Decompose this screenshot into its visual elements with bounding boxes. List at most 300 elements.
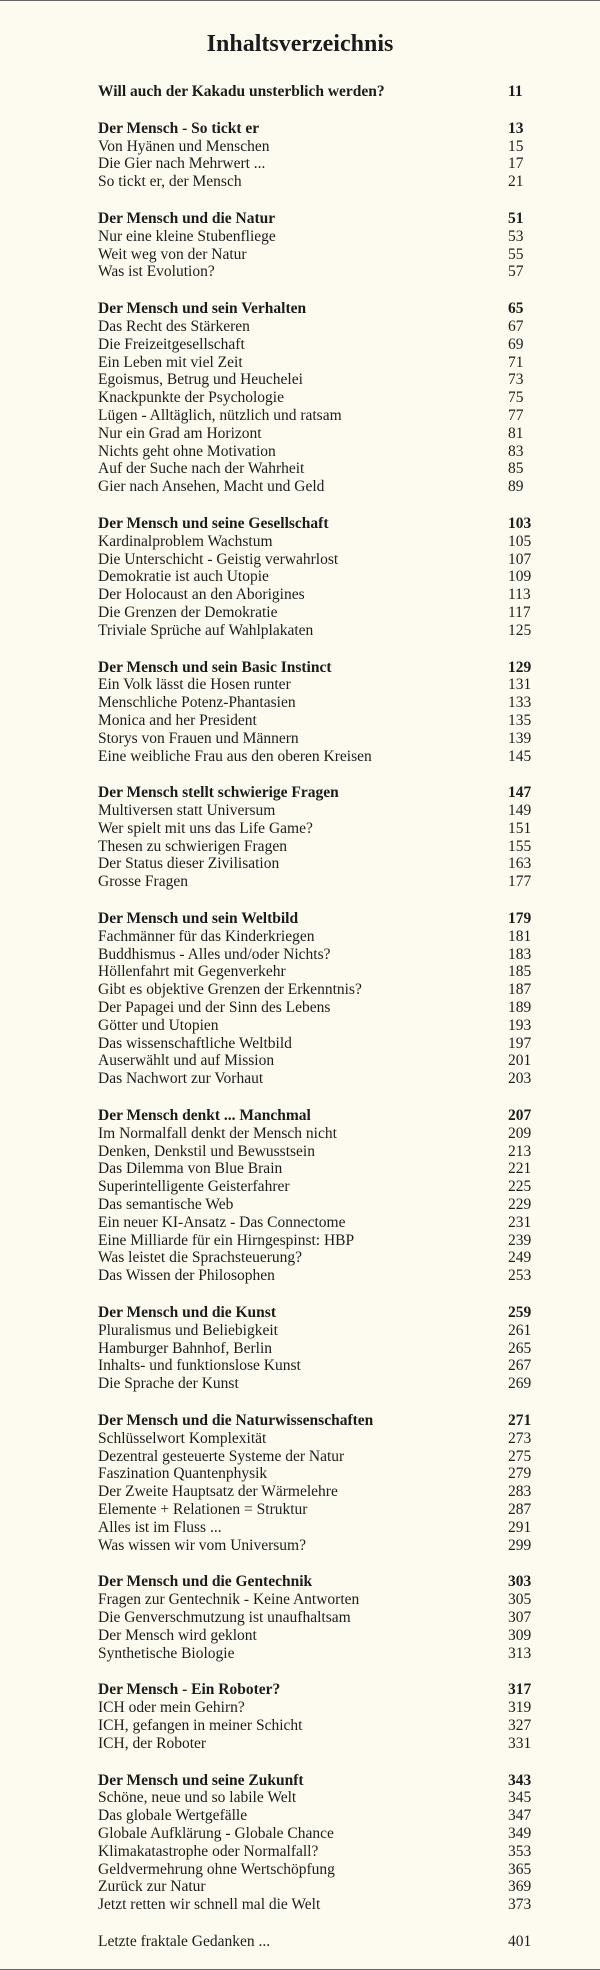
toc-entry-label: Nur ein Grad am Horizont xyxy=(98,424,262,442)
toc-entry-page: 145 xyxy=(508,747,532,765)
toc-entry-page: 309 xyxy=(508,1626,532,1644)
toc-entry-page: 117 xyxy=(508,603,531,621)
toc-entry-page: 303 xyxy=(508,1573,532,1591)
toc-entry[interactable] xyxy=(98,138,530,156)
toc-section-heading[interactable] xyxy=(98,910,530,928)
toc-entry-label: Ein Leben mit viel Zeit xyxy=(98,353,243,371)
toc-entry-label: Götter und Utopien xyxy=(98,1016,219,1034)
toc-entry-label: Der Mensch und die Natur xyxy=(98,209,276,227)
section-gap xyxy=(98,640,530,659)
toc-entry[interactable] xyxy=(98,1357,530,1375)
toc-entry-label: ICH oder mein Gehirn? xyxy=(98,1699,245,1717)
toc-entry-label: Schöne, neue und so labile Welt xyxy=(98,1789,297,1807)
toc-entry-label: Das Wissen der Philosophen xyxy=(98,1267,275,1285)
toc-entry-page: 347 xyxy=(508,1807,532,1825)
toc-entry[interactable] xyxy=(98,1645,530,1663)
toc-entry-page: 163 xyxy=(508,855,532,873)
section-gap xyxy=(98,765,530,784)
toc-entry[interactable] xyxy=(98,586,530,604)
section-gap xyxy=(98,1393,530,1412)
toc-entry[interactable] xyxy=(98,1160,530,1178)
toc-entry[interactable] xyxy=(98,173,530,191)
toc-entry-page: 83 xyxy=(508,442,524,460)
toc-entry[interactable] xyxy=(98,748,530,766)
toc-entry-page: 225 xyxy=(508,1178,532,1196)
toc-section xyxy=(98,300,530,496)
toc-entry[interactable] xyxy=(98,604,530,622)
toc-entry-label: Elemente + Relationen = Struktur xyxy=(98,1500,308,1518)
toc-entry-page: 129 xyxy=(508,658,532,676)
toc-entry-label: Was ist Evolution? xyxy=(98,263,215,281)
toc-section xyxy=(98,1681,530,1752)
toc-entry-page: 65 xyxy=(508,300,524,318)
toc-entry[interactable] xyxy=(98,1699,530,1717)
toc-section-heading[interactable] xyxy=(98,1412,530,1430)
toc-entry-label: Synthetische Biologie xyxy=(98,1644,235,1662)
toc-entry-label: ICH, der Roboter xyxy=(98,1734,207,1752)
toc-section xyxy=(98,1304,530,1393)
toc-entry-label: Auf der Suche nach der Wahrheit xyxy=(98,460,305,478)
toc-entry-page: 373 xyxy=(508,1896,532,1914)
toc-entry[interactable] xyxy=(98,1537,530,1555)
toc-entry-page: 107 xyxy=(508,550,532,568)
toc-entry[interactable] xyxy=(98,981,530,999)
toc-entry-page: 331 xyxy=(508,1734,532,1752)
toc-entry-label: Der Mensch und sein Basic Instinct xyxy=(98,658,332,676)
toc-entry-page: 189 xyxy=(508,999,532,1017)
toc-entry-page: 55 xyxy=(508,245,524,263)
toc-entry-label: Wer spielt mit uns das Life Game? xyxy=(98,819,313,837)
toc-entry-label: Der Mensch denkt ... Manchmal xyxy=(98,1107,311,1125)
toc-entry-label: Letzte fraktale Gedanken ... xyxy=(98,1932,271,1950)
toc-entry-label: Klimakatastrophe oder Normalfall? xyxy=(98,1842,319,1860)
toc-entry-page: 203 xyxy=(508,1070,532,1088)
toc-outro-entry[interactable] xyxy=(98,1933,530,1951)
toc-entry-label: Inhalts- und funktionslose Kunst xyxy=(98,1357,301,1375)
toc-entry-label: Storys von Frauen und Männern xyxy=(98,729,299,747)
toc-entry-page: 15 xyxy=(508,137,524,155)
toc-entry[interactable] xyxy=(98,1322,530,1340)
toc-entry-page: 317 xyxy=(508,1681,532,1699)
toc-section-heading[interactable] xyxy=(98,659,530,677)
toc-entry[interactable] xyxy=(98,1178,530,1196)
toc-entry-label: Was wissen wir vom Universum? xyxy=(98,1536,306,1554)
toc-entry[interactable] xyxy=(98,676,530,694)
toc-entry-label: Der Mensch wird geklont xyxy=(98,1626,257,1644)
toc-entry-page: 177 xyxy=(508,873,532,891)
toc-entry[interactable] xyxy=(98,1070,530,1088)
toc-sections xyxy=(98,101,530,1914)
toc-entry-page: 213 xyxy=(508,1142,532,1160)
toc-entry-label: Der Mensch und die Naturwissenschaften xyxy=(98,1412,374,1429)
toc-entry[interactable] xyxy=(98,999,530,1017)
toc-entry-page: 209 xyxy=(508,1124,532,1142)
toc-entry[interactable] xyxy=(98,1035,530,1053)
toc-entry-page: 401 xyxy=(508,1932,532,1950)
toc-entry[interactable] xyxy=(98,1501,530,1519)
toc-entry[interactable] xyxy=(98,1717,530,1735)
toc-section-heading[interactable] xyxy=(98,1107,530,1125)
toc-entry-page: 271 xyxy=(508,1412,532,1429)
toc-entry-label: Von Hyänen und Menschen xyxy=(98,137,270,155)
toc-entry-page: 155 xyxy=(508,837,532,855)
toc-entry[interactable] xyxy=(98,155,530,173)
section-gap xyxy=(98,1554,530,1573)
toc-entry-label: Buddhismus - Alles und/oder Nichts? xyxy=(98,945,331,963)
toc-section-heading[interactable] xyxy=(98,1304,530,1322)
toc-entry-label: Die Gier nach Mehrwert ... xyxy=(98,155,266,173)
toc-entry[interactable] xyxy=(98,336,530,354)
toc-entry-page: 269 xyxy=(508,1375,532,1393)
section-gap xyxy=(98,1285,530,1304)
toc-entry-page: 313 xyxy=(508,1644,532,1662)
toc-entry[interactable] xyxy=(98,1825,530,1843)
toc-entry-label: Ein neuer KI-Ansatz - Das Connectome xyxy=(98,1213,346,1231)
toc-entry[interactable] xyxy=(98,1878,530,1896)
section-gap xyxy=(98,1753,530,1772)
toc-entry[interactable] xyxy=(98,443,530,461)
toc-section xyxy=(98,1412,530,1554)
section-gap xyxy=(98,891,530,910)
toc-entry-page: 71 xyxy=(508,353,524,371)
toc-entry-label: Die Grenzen der Demokratie xyxy=(98,603,278,621)
toc-entry[interactable] xyxy=(98,1807,530,1825)
toc-section xyxy=(98,515,530,640)
toc-entry-page: 133 xyxy=(508,694,532,712)
toc-entry[interactable] xyxy=(98,855,530,873)
toc-entry[interactable] xyxy=(98,263,530,281)
toc-entry[interactable] xyxy=(98,1896,530,1914)
toc-entry[interactable] xyxy=(98,407,530,425)
toc-section-heading[interactable] xyxy=(98,300,530,318)
toc-entry-page: 307 xyxy=(508,1608,532,1626)
toc-entry-label: Die Unterschicht - Geistig verwahrlost xyxy=(98,550,339,568)
toc-entry[interactable] xyxy=(98,1465,530,1483)
toc-entry[interactable] xyxy=(98,1519,530,1537)
toc-entry[interactable] xyxy=(98,946,530,964)
toc-entry[interactable] xyxy=(98,1017,530,1035)
toc-entry-page: 265 xyxy=(508,1339,532,1357)
toc-entry-page: 113 xyxy=(508,586,531,604)
toc-entry-label: Der Mensch - Ein Roboter? xyxy=(98,1681,281,1699)
toc-entry-label: ICH, gefangen in meiner Schicht xyxy=(98,1716,303,1734)
toc-entry[interactable] xyxy=(98,1196,530,1214)
toc-entry-label: Höllenfahrt mit Gegenverkehr xyxy=(98,963,286,981)
toc-entry-label: Dezentral gesteuerte Systeme der Natur xyxy=(98,1447,345,1465)
toc-entry-page: 131 xyxy=(508,676,532,694)
toc-entry[interactable] xyxy=(98,389,530,407)
toc-entry-label: Denken, Denkstil und Bewusstsein xyxy=(98,1142,315,1160)
toc-entry-label: So tickt er, der Mensch xyxy=(98,173,242,191)
toc-entry-page: 57 xyxy=(508,263,524,281)
toc-entry-page: 291 xyxy=(508,1518,532,1536)
toc-entry-page: 139 xyxy=(508,729,532,747)
toc-section xyxy=(98,1573,530,1662)
toc-entry[interactable] xyxy=(98,1125,530,1143)
toc-entry-page: 85 xyxy=(508,460,524,478)
toc-entry[interactable] xyxy=(98,820,530,838)
section-gap xyxy=(98,191,530,210)
toc-entry-label: Faszination Quantenphysik xyxy=(98,1465,268,1483)
toc-entry[interactable] xyxy=(98,1448,530,1466)
toc-entry-label: Zurück zur Natur xyxy=(98,1878,206,1896)
toc-entry[interactable] xyxy=(98,1789,530,1807)
toc-entry-page: 239 xyxy=(508,1231,532,1249)
toc-entry-page: 179 xyxy=(508,910,532,928)
toc-entry[interactable] xyxy=(98,1483,530,1501)
toc-entry-label: Monica and her President xyxy=(98,711,257,729)
section-gap xyxy=(98,496,530,515)
toc-entry-page: 305 xyxy=(508,1591,532,1609)
toc-entry-label: Die Genverschmutzung ist unaufhaltsam xyxy=(98,1608,351,1626)
toc-entry-label: Schlüsselwort Komplexität xyxy=(98,1429,267,1447)
toc-entry[interactable] xyxy=(98,425,530,443)
toc-entry-page: 253 xyxy=(508,1267,532,1285)
toc-section xyxy=(98,659,530,766)
toc-entry-page: 365 xyxy=(508,1860,532,1878)
toc-entry[interactable] xyxy=(98,1843,530,1861)
toc-entry-label: Der Mensch - So tickt er xyxy=(98,119,260,137)
toc-entry-label: Geldvermehrung ohne Wertschöpfung xyxy=(98,1860,335,1878)
toc-entry-page: 369 xyxy=(508,1878,532,1896)
toc-section xyxy=(98,210,530,281)
toc-entry-label: Der Mensch und sein Verhalten xyxy=(98,300,307,318)
toc-entry-page: 299 xyxy=(508,1536,532,1554)
toc-section xyxy=(98,910,530,1088)
table-of-contents xyxy=(98,83,530,1951)
toc-entry[interactable] xyxy=(98,1340,530,1358)
toc-entry-page: 17 xyxy=(508,155,524,173)
section-gap xyxy=(98,1914,530,1933)
toc-entry[interactable] xyxy=(98,712,530,730)
toc-entry[interactable] xyxy=(98,228,530,246)
toc-entry-label: Der Mensch und seine Zukunft xyxy=(98,1771,304,1789)
toc-entry[interactable] xyxy=(98,1267,530,1285)
page-title: Inhaltsverzeichnis xyxy=(206,31,394,57)
toc-entry-page: 327 xyxy=(508,1716,532,1734)
toc-entry-label: Im Normalfall denkt der Mensch nicht xyxy=(98,1124,337,1142)
toc-entry[interactable] xyxy=(98,1052,530,1070)
toc-entry-label: Lügen - Alltäglich, nützlich und ratsam xyxy=(98,406,342,424)
toc-entry-page: 259 xyxy=(508,1304,532,1322)
toc-entry-page: 149 xyxy=(508,802,532,820)
toc-entry[interactable] xyxy=(98,694,530,712)
toc-entry-label: Superintelligente Geisterfahrer xyxy=(98,1178,290,1196)
toc-entry[interactable] xyxy=(98,318,530,336)
toc-entry[interactable] xyxy=(98,1861,530,1879)
toc-entry-page: 67 xyxy=(508,317,524,335)
toc-section-heading[interactable] xyxy=(98,1573,530,1591)
toc-entry-label: Was leistet die Sprachsteuerung? xyxy=(98,1249,303,1267)
toc-entry-label: Globale Aufklärung - Globale Chance xyxy=(98,1824,334,1842)
toc-entry-label: Weit weg von der Natur xyxy=(98,245,247,263)
toc-entry[interactable] xyxy=(98,478,530,496)
toc-entry-page: 89 xyxy=(508,478,524,496)
toc-section xyxy=(98,1772,530,1914)
toc-section-heading[interactable] xyxy=(98,120,530,138)
toc-section xyxy=(98,120,530,191)
toc-entry-page: 73 xyxy=(508,371,524,389)
toc-entry[interactable] xyxy=(98,622,530,640)
toc-entry-label: Grosse Fragen xyxy=(98,873,188,891)
toc-entry-page: 231 xyxy=(508,1213,532,1231)
toc-entry-page: 125 xyxy=(508,621,532,639)
toc-entry[interactable] xyxy=(98,928,530,946)
toc-entry-page: 53 xyxy=(508,227,524,245)
toc-entry-page: 283 xyxy=(508,1483,532,1501)
toc-entry-page: 103 xyxy=(508,514,532,532)
section-gap xyxy=(98,1088,530,1107)
toc-entry-label: Der Mensch und sein Weltbild xyxy=(98,910,299,928)
toc-entry-page: 345 xyxy=(508,1789,532,1807)
toc-entry-page: 249 xyxy=(508,1249,532,1267)
toc-entry-page: 273 xyxy=(508,1429,532,1447)
toc-entry[interactable] xyxy=(98,1249,530,1267)
section-gap xyxy=(98,1662,530,1681)
toc-entry-page: 201 xyxy=(508,1052,532,1070)
toc-entry-label: Das wissenschaftliche Weltbild xyxy=(98,1034,292,1052)
toc-entry-label: Fachmänner für das Kinderkriegen xyxy=(98,927,315,945)
toc-entry-page: 279 xyxy=(508,1465,532,1483)
toc-entry-label: Fragen zur Gentechnik - Keine Antworten xyxy=(98,1591,360,1609)
toc-entry-page: 229 xyxy=(508,1196,532,1214)
toc-intro-entry[interactable] xyxy=(98,83,530,101)
toc-entry-label: Das globale Wertgefälle xyxy=(98,1807,248,1825)
toc-entry-page: 51 xyxy=(508,209,524,227)
toc-entry-page: 343 xyxy=(508,1771,532,1789)
toc-entry[interactable] xyxy=(98,838,530,856)
toc-entry-page: 21 xyxy=(508,173,524,191)
toc-entry-page: 11 xyxy=(508,83,523,100)
toc-entry-label: Das semantische Web xyxy=(98,1196,234,1214)
toc-entry-page: 353 xyxy=(508,1842,532,1860)
toc-section-heading[interactable] xyxy=(98,1772,530,1790)
toc-entry-page: 81 xyxy=(508,424,524,442)
toc-section-heading[interactable] xyxy=(98,210,530,228)
toc-entry-label: Der Status dieser Zivilisation xyxy=(98,855,280,873)
section-gap xyxy=(98,281,530,300)
toc-entry-label: Der Mensch stellt schwierige Fragen xyxy=(98,784,339,802)
toc-entry-page: 105 xyxy=(508,532,532,550)
toc-entry-label: Nichts geht ohne Motivation xyxy=(98,442,276,460)
toc-entry-page: 207 xyxy=(508,1107,532,1125)
toc-entry[interactable] xyxy=(98,533,530,551)
toc-entry[interactable] xyxy=(98,730,530,748)
toc-entry-label: Der Holocaust an den Aborigines xyxy=(98,586,305,604)
toc-entry-page: 193 xyxy=(508,1016,532,1034)
toc-entry-label: Jetzt retten wir schnell mal die Welt xyxy=(98,1896,321,1914)
toc-entry[interactable] xyxy=(98,371,530,389)
toc-entry[interactable] xyxy=(98,802,530,820)
toc-entry-page: 69 xyxy=(508,335,524,353)
toc-entry-page: 181 xyxy=(508,927,532,945)
toc-entry[interactable] xyxy=(98,1627,530,1645)
toc-entry-label: Auserwählt und auf Mission xyxy=(98,1052,275,1070)
toc-entry-label: Der Zweite Hauptsatz der Wärmelehre xyxy=(98,1483,338,1501)
toc-entry-page: 287 xyxy=(508,1500,532,1518)
toc-entry-page: 319 xyxy=(508,1699,532,1717)
toc-section-heading[interactable] xyxy=(98,515,530,533)
toc-entry-page: 147 xyxy=(508,784,532,802)
toc-section xyxy=(98,1107,530,1285)
toc-entry-label: Der Papagei und der Sinn des Lebens xyxy=(98,999,331,1017)
toc-entry[interactable] xyxy=(98,1609,530,1627)
toc-entry-page: 261 xyxy=(508,1321,532,1339)
toc-section xyxy=(98,784,530,891)
toc-entry-label: Die Sprache der Kunst xyxy=(98,1375,239,1393)
toc-entry-label: Pluralismus und Beliebigkeit xyxy=(98,1321,278,1339)
toc-entry[interactable] xyxy=(98,1214,530,1232)
toc-entry-page: 151 xyxy=(508,819,532,837)
toc-entry[interactable] xyxy=(98,1735,530,1753)
toc-entry-label: Hamburger Bahnhof, Berlin xyxy=(98,1339,273,1357)
toc-entry-page: 267 xyxy=(508,1357,532,1375)
toc-entry[interactable] xyxy=(98,1375,530,1393)
toc-entry-label: Eine weibliche Frau aus den oberen Kreisen xyxy=(98,747,372,765)
toc-entry-label: Will auch der Kakadu unsterblich werden? xyxy=(98,83,385,100)
toc-entry-page: 77 xyxy=(508,406,524,424)
toc-entry-label: Das Dilemma von Blue Brain xyxy=(98,1160,283,1178)
toc-entry-label: Kardinalproblem Wachstum xyxy=(98,532,273,550)
toc-entry-label: Der Mensch und seine Gesellschaft xyxy=(98,514,329,532)
toc-entry-label: Das Recht des Stärkeren xyxy=(98,317,250,335)
toc-section-heading[interactable] xyxy=(98,784,530,802)
toc-entry[interactable] xyxy=(98,246,530,264)
toc-entry-label: Menschliche Potenz-Phantasien xyxy=(98,694,296,712)
toc-entry-label: Nur eine kleine Stubenfliege xyxy=(98,227,276,245)
toc-entry-page: 109 xyxy=(508,568,532,586)
toc-entry-label: Gibt es objektive Grenzen der Erkenntnis? xyxy=(98,981,362,999)
toc-entry[interactable] xyxy=(98,1591,530,1609)
toc-entry-label: Der Mensch und die Gentechnik xyxy=(98,1573,313,1591)
toc-entry-page: 187 xyxy=(508,981,532,999)
toc-entry[interactable] xyxy=(98,551,530,569)
toc-entry-label: Demokratie ist auch Utopie xyxy=(98,568,269,586)
toc-entry-label: Egoismus, Betrug und Heuchelei xyxy=(98,371,303,389)
toc-entry-label: Gier nach Ansehen, Macht und Geld xyxy=(98,478,325,496)
toc-entry-page: 349 xyxy=(508,1824,532,1842)
toc-entry-page: 197 xyxy=(508,1034,532,1052)
toc-entry-label: Triviale Sprüche auf Wahlplakaten xyxy=(98,621,314,639)
toc-entry[interactable] xyxy=(98,873,530,891)
toc-entry[interactable] xyxy=(98,568,530,586)
toc-entry-page: 135 xyxy=(508,711,532,729)
toc-entry[interactable] xyxy=(98,1143,530,1161)
toc-entry[interactable] xyxy=(98,460,530,478)
toc-entry-page: 75 xyxy=(508,389,524,407)
toc-entry-label: Knackpunkte der Psychologie xyxy=(98,389,284,407)
toc-entry-page: 221 xyxy=(508,1160,532,1178)
toc-entry-label: Alles ist im Fluss ... xyxy=(98,1518,222,1536)
toc-entry-page: 13 xyxy=(508,119,524,137)
toc-entry-label: Der Mensch und die Kunst xyxy=(98,1304,276,1322)
toc-entry-label: Die Freizeitgesellschaft xyxy=(98,335,245,353)
toc-section-heading[interactable] xyxy=(98,1681,530,1699)
toc-entry-page: 185 xyxy=(508,963,532,981)
section-gap xyxy=(98,101,530,120)
toc-entry-label: Thesen zu schwierigen Fragen xyxy=(98,837,287,855)
toc-entry-page: 275 xyxy=(508,1447,532,1465)
toc-entry[interactable] xyxy=(98,1430,530,1448)
toc-entry-label: Eine Milliarde für ein Hirngespinst: HBP xyxy=(98,1231,355,1249)
toc-entry-page: 183 xyxy=(508,945,532,963)
toc-entry[interactable] xyxy=(98,1232,530,1250)
toc-entry[interactable] xyxy=(98,963,530,981)
toc-entry-label: Ein Volk lässt die Hosen runter xyxy=(98,676,291,694)
toc-entry-label: Das Nachwort zur Vorhaut xyxy=(98,1070,264,1088)
toc-entry[interactable] xyxy=(98,354,530,372)
toc-entry-label: Multiversen statt Universum xyxy=(98,802,276,820)
